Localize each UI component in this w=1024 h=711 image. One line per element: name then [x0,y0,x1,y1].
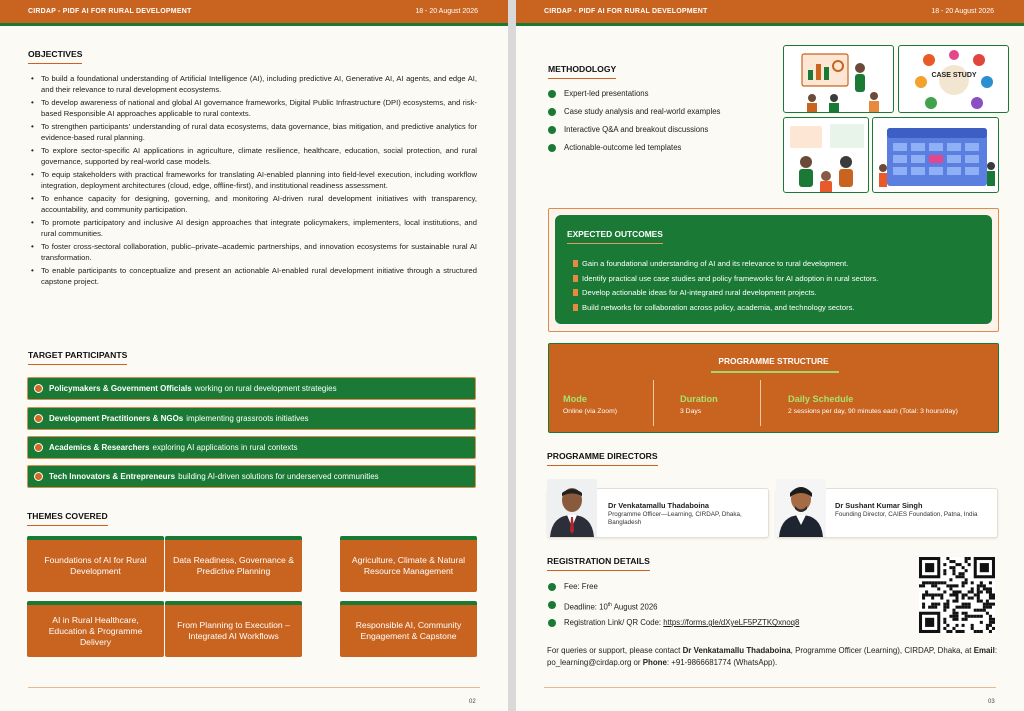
structure-underline [711,371,839,373]
schedule-label: Daily Schedule [788,394,854,404]
directors-heading: PROGRAMME DIRECTORS [547,451,658,466]
theme-card: From Planning to Execution – Integrated AI Workflows [165,601,302,657]
outcomes-heading: EXPECTED OUTCOMES [567,229,663,244]
participant-bar [27,465,476,488]
objective-item: • To promote participatory and inclusive AI design approaches that integrate policymakers, implementers, local institutions, and rural communities. [28,218,477,240]
fee-text: Fee: Free [564,582,598,591]
registration-link-item [548,618,799,636]
qr-code-icon [919,557,995,633]
person-avatar-icon [547,479,597,537]
methodology-item [548,107,720,125]
director-role: Founding Director, CAIES Foundation, Patna, India [835,511,978,518]
participant-title: Development Practitioners & NGOs [49,414,184,423]
registration-heading: REGISTRATION DETAILS [547,556,650,571]
contact-intro: For queries or support, please contact [547,646,683,655]
outcomes-list [573,259,878,317]
director-photo [776,479,826,537]
presentation-illustration [783,45,894,113]
outcomes-frame [548,208,999,332]
email-label: Email [973,646,995,655]
discussion-illustration [783,117,869,193]
objective-item: • To develop awareness of national and global AI governance frameworks, Digital Public Infrastructure (DPI) ecosystems, and risk-based Responsible AI approaches applicable to rural contexts. [28,98,477,120]
theme-card: AI in Rural Healthcare, Education & Programme Delivery [27,601,164,657]
structure-divider [760,380,761,426]
outcome-item: Identify practical use case studies and policy frameworks for AI adoption in rural sectors. [573,274,878,289]
bullet-dot-icon [34,472,43,481]
registration-deadline [548,600,799,618]
person-avatar-icon [776,479,826,537]
bullet-dot-icon [548,619,556,627]
bullet-dot-icon [34,384,43,393]
methodology-item [548,89,720,107]
structure-mode [563,394,617,415]
contact-phone: : +91-9866681774 (WhatsApp). [666,658,778,667]
participant-title: Policymakers & Government Officials [49,384,192,393]
participant-bar [27,377,476,400]
duration-value: 3 Days [680,408,702,415]
bullet-dot-icon [548,583,556,591]
theme-card: Responsible AI, Community Engagement & Capstone [340,601,477,657]
director-name: Dr Sushant Kumar Singh [835,501,923,510]
header-bar [0,0,508,26]
participant-bar [27,436,476,459]
structure-schedule [788,394,958,415]
discussion-icon [784,118,869,193]
themes-heading: THEMES COVERED [27,511,108,526]
mode-label: Mode [563,394,587,404]
registration-list [548,582,799,636]
calendar-illustration [872,117,999,193]
structure-duration [680,394,718,415]
bullet-dot-icon [548,126,556,134]
deadline-month: August 2026 [611,602,658,612]
header-brand: CIRDAP - PIDF AI FOR RURAL DEVELOPMENT [28,8,192,15]
structure-divider [653,380,654,426]
methodology-list [548,89,720,161]
bullet-dot-icon [34,414,43,423]
outcome-item: Develop actionable ideas for AI-integrated rural development projects. [573,288,878,303]
objective-item: • To equip stakeholders with practical frameworks for translating AI-enabled planning into field-level execution, including workflow integration, deployment architectures (cloud, edge, offline-first), and institutional readiness assessment. [28,170,477,192]
case-study-illustration [898,45,1009,113]
contact-role: , Programme Officer (Learning), CIRDAP, Dhaka, at [790,646,974,655]
header-dates: 18 - 20 August 2026 [415,8,478,15]
footer-divider [544,687,996,688]
director-role: Programme Officer—Learning, CIRDAP, Dhaka, Bangladesh [608,511,742,527]
participant-desc: implementing grassroots initiatives [186,414,309,423]
bullet-dot-icon [548,601,556,609]
participant-bar [27,407,476,430]
objective-item: • To enhance capacity for designing, governing, and monitoring AI-driven rural development initiatives with transparency, accountability, and community participation. [28,194,477,216]
objectives-list [28,74,477,290]
objectives-heading: OBJECTIVES [28,49,82,64]
duration-label: Duration [680,394,718,404]
objective-item: • To build a foundational understanding of Artificial Intelligence (AI), including predictive AI, Generative AI, AI agents, and edge AI, and their relevance to rural development ecosystems. [28,74,477,96]
outcome-item: Build networks for collaboration across policy, academia, and technology sectors. [573,303,878,318]
schedule-value: 2 sessions per day, 90 minutes each (Total: 3 hours/day) [788,408,958,415]
structure-box [548,343,999,433]
deadline-text: Deadline: 10 [564,602,608,612]
bullet-dot-icon [34,443,43,452]
theme-card: Foundations of AI for Rural Development [27,536,164,592]
director-name: Dr Venkatamallu Thadaboina [608,501,710,510]
page-right [516,0,1024,711]
participant-title: Academics & Researchers [49,443,150,452]
phone-label: Phone [642,658,667,667]
case-study-label: CASE STUDY [931,72,977,79]
bullet-dot-icon [548,144,556,152]
objective-item: • To strengthen participants' understanding of rural data ecosystems, data governance, bias mitigation, and predictive analytics for evidence-based rural planning. [28,122,477,144]
footer-divider [28,687,480,688]
participant-desc: building AI-driven solutions for underserved communities [178,472,379,481]
methodology-text: Interactive Q&A and breakout discussions [564,125,709,134]
participants-heading: TARGET PARTICIPANTS [28,350,127,365]
header-dates: 18 - 20 August 2026 [931,8,994,15]
director-photo [547,479,597,537]
theme-card: Data Readiness, Governance & Predictive Planning [165,536,302,592]
methodology-item [548,125,720,143]
page-number: 02 [469,699,476,705]
header-bar [516,0,1024,26]
header-brand: CIRDAP - PIDF AI FOR RURAL DEVELOPMENT [544,8,708,15]
methodology-item [548,143,720,161]
methodology-text: Actionable-outcome led templates [564,143,682,152]
bullet-dot-icon [548,108,556,116]
outcomes-box [555,215,992,324]
structure-heading: PROGRAMME STRUCTURE [718,356,829,366]
case-study-icon [899,46,1009,113]
objective-item: • To enable participants to conceptualize and present an actionable AI-enabled rural development initiative through a structured capstone project. [28,266,477,288]
methodology-heading: METHODOLOGY [548,64,616,79]
methodology-text: Case study analysis and real-world examples [564,107,721,116]
calendar-icon [873,118,999,193]
contact-person: Dr Venkatamallu Thadaboina [682,646,791,655]
theme-card: Agriculture, Climate & Natural Resource Management [340,536,477,592]
participant-title: Tech Innovators & Entrepreneurs [49,472,176,481]
outcome-item: Gain a foundational understanding of AI and its relevance to rural development. [573,259,878,274]
objective-item: • To foster cross-sectoral collaboration, public–private–academic partnerships, and innovation ecosystems for sustainable rural AI transformation. [28,242,477,264]
participant-desc: working on rural development strategies [194,384,337,393]
page-left [0,0,508,711]
link-label: Registration Link/ QR Code: [564,618,664,627]
qr-code[interactable] [919,557,995,633]
presenter-icon [784,46,894,113]
participant-desc: exploring AI applications in rural contexts [152,443,298,452]
methodology-text: Expert-led presentations [564,89,649,98]
contact-text [547,645,997,669]
contact-email: : po_learning@cirdap.org or [547,646,998,667]
registration-link[interactable]: https://forms.gle/dXyeLF5PZTKQxnoq8 [663,618,800,627]
registration-fee [548,582,799,600]
objective-item: • To explore sector-specific AI applications in agriculture, climate resilience, healthcare, education, social protection, and rural governance, supported by real-world case models. [28,146,477,168]
bullet-dot-icon [548,90,556,98]
mode-value: Online (via Zoom) [563,408,618,415]
deadline-sup: th [607,602,612,608]
page-number: 03 [988,699,995,705]
